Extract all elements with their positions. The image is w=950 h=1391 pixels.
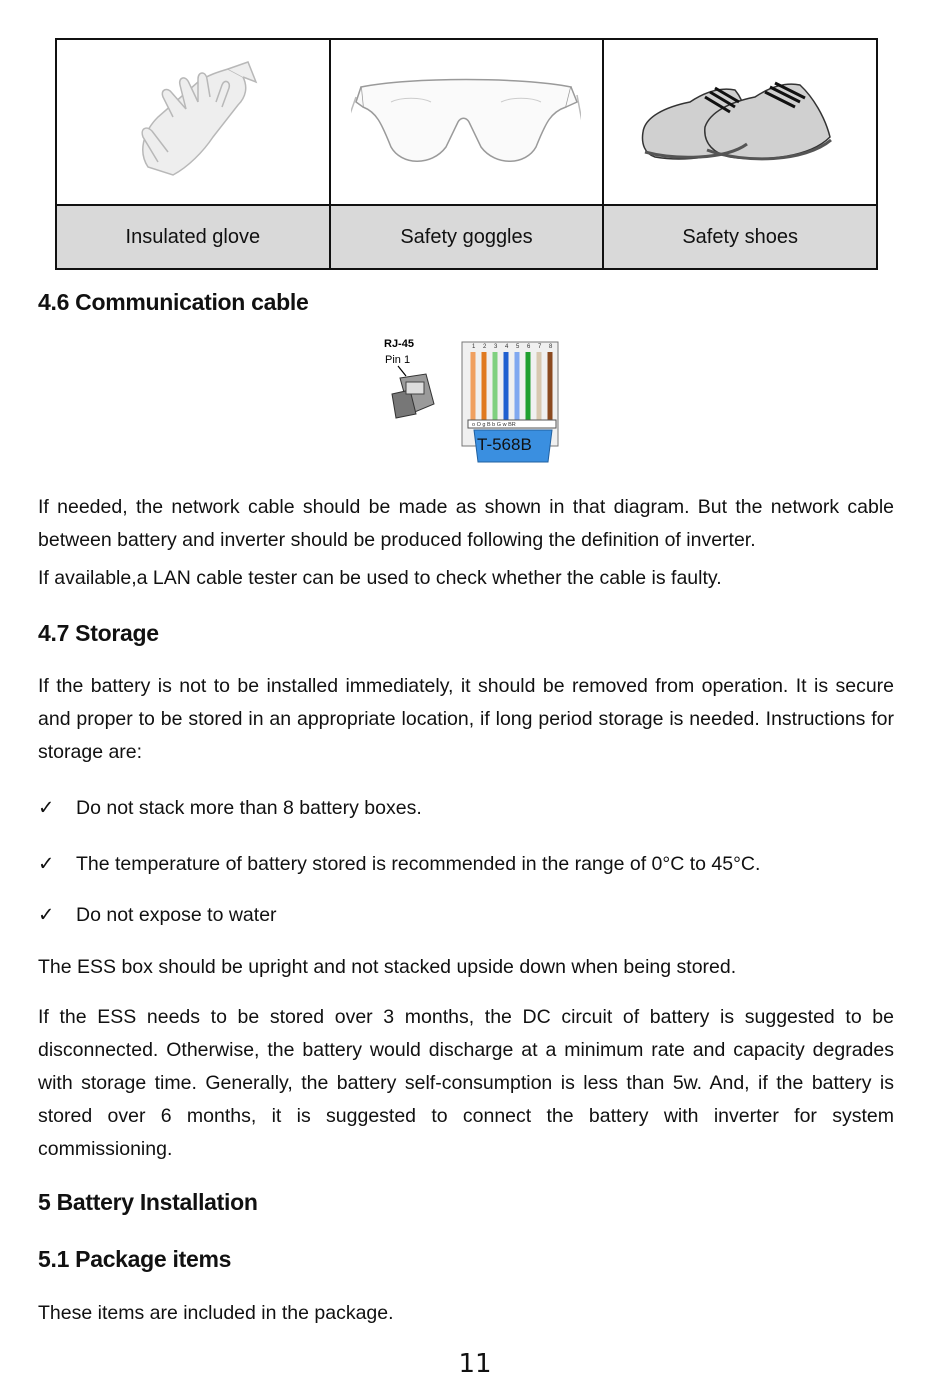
- section-4-7-title: 4.7 Storage: [38, 620, 159, 646]
- check-mark-icon: ✓: [38, 853, 55, 875]
- check-mark-icon: ✓: [38, 797, 55, 819]
- section-4-6-title: 4.6 Communication cable: [38, 289, 309, 315]
- pin-number-6: 6: [527, 344, 531, 350]
- pin-number-2: 2: [483, 344, 487, 350]
- color-code-row: o O g B b G w BR: [472, 422, 516, 428]
- pin-number-8: 8: [549, 344, 553, 350]
- goggles-cell: [330, 39, 604, 205]
- standard-label: T-568B: [477, 435, 532, 454]
- section-5-1-paragraph-1: These items are included in the package.: [38, 1302, 394, 1324]
- insulated-glove-image: [118, 57, 268, 187]
- goggles-label: Safety goggles: [330, 205, 604, 269]
- shoes-label: Safety shoes: [603, 205, 877, 269]
- glove-cell: [56, 39, 330, 205]
- check-item-2-text: The temperature of battery stored is recommended in the range of 0°C to 45°C.: [76, 853, 761, 875]
- section-4-6-paragraph-2: If available,a LAN cable tester can be used to check whether the cable is faulty.: [38, 567, 722, 589]
- section-4-6-paragraph-1: If needed, the network cable should be made as shown in that diagram. But the network cable between battery and inverter should be produced following the definition of inverter.: [38, 496, 894, 551]
- rj45-plug-icon: [392, 374, 434, 418]
- safety-shoes-image: [635, 62, 845, 182]
- pin-number-4: 4: [505, 344, 509, 350]
- pin-number-7: 7: [538, 344, 542, 350]
- section-4-7-paragraph-1: If the battery is not to be installed immediately, it should be removed from operation. It is secure and proper to be stored in an appropriate location, if long period storage is needed. Instructions for storage are:: [38, 675, 894, 763]
- glove-label: Insulated glove: [56, 205, 330, 269]
- pin-number-1: 1: [472, 344, 476, 350]
- check-item-3-text: Do not expose to water: [76, 904, 277, 926]
- rj45-label: RJ-45: [384, 338, 414, 350]
- check-item-1-text: Do not stack more than 8 battery boxes.: [76, 797, 422, 819]
- rj45-diagram: [380, 334, 562, 468]
- section-4-7-paragraph-2: The ESS box should be upright and not stacked upside down when being stored.: [38, 956, 737, 978]
- page-number: 11: [458, 1349, 492, 1379]
- pin1-label: Pin 1: [385, 354, 411, 366]
- pin-number-3: 3: [494, 344, 498, 350]
- section-5-1-title: 5.1 Package items: [38, 1246, 232, 1272]
- shoes-cell: [603, 39, 877, 205]
- section-4-7-paragraph-3: If the ESS needs to be stored over 3 months, the DC circuit of battery is suggested to be disconnected. Otherwise, the battery would discharge at a minimum rate and capacity degrades with storage time. Generally, the battery self-consumption is less than 5w. And, if the battery is stored over 6 months, it is suggested to connect the battery with inverter for system commissioning.: [38, 1006, 894, 1160]
- pin-number-5: 5: [516, 344, 520, 350]
- check-mark-icon: ✓: [38, 904, 55, 926]
- ppe-table: [55, 38, 878, 270]
- section-5-title: 5 Battery Installation: [38, 1189, 258, 1215]
- safety-goggles-image: [351, 67, 581, 177]
